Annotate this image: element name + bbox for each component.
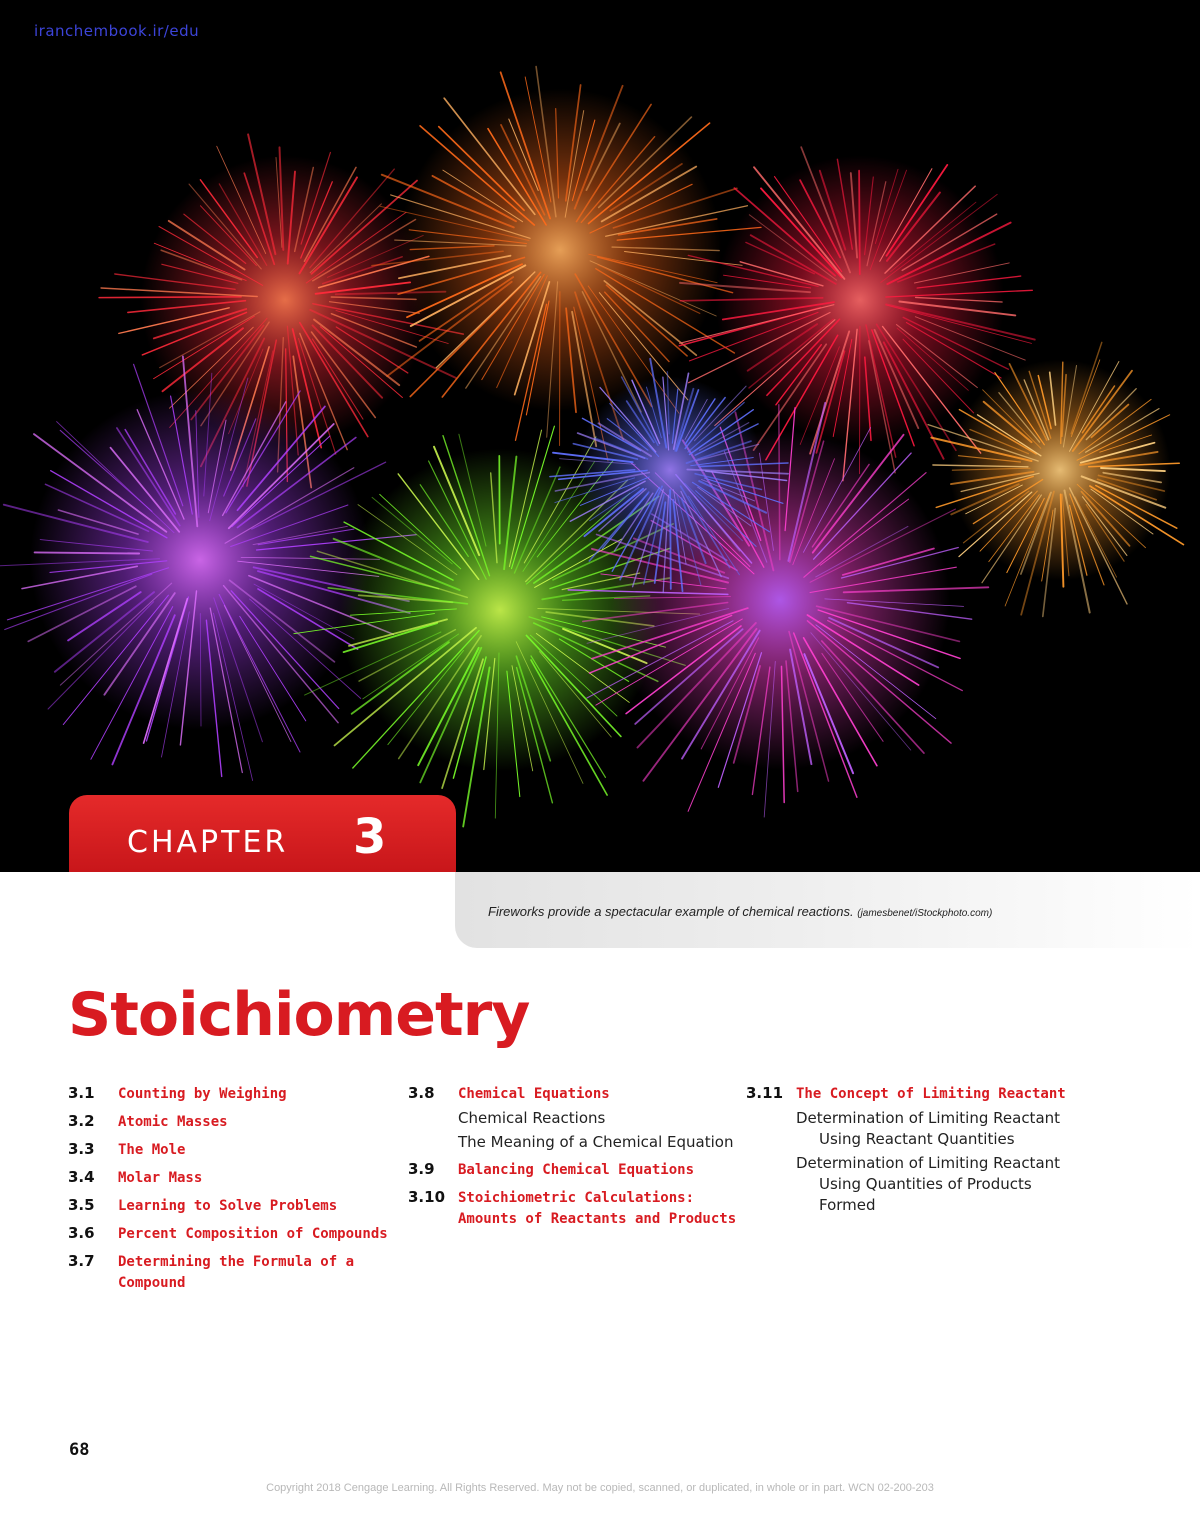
firework-streak bbox=[99, 297, 241, 298]
toc-entry bbox=[68, 1224, 388, 1245]
toc-section-number: 3.3 bbox=[68, 1140, 95, 1158]
toc-subsection: The Meaning of a Chemical Equation bbox=[458, 1133, 734, 1151]
toc-entry bbox=[746, 1084, 1066, 1216]
toc-entry bbox=[68, 1168, 388, 1189]
caption-text: Fireworks provide a spectacular example of chemical reactions. bbox=[488, 904, 854, 919]
chapter-number: 3 bbox=[353, 809, 387, 865]
toc-section-number: 3.7 bbox=[68, 1252, 95, 1270]
chapter-tab bbox=[69, 795, 456, 872]
toc-subsection: Determination of Limiting Reactant Using Reactant Quantities bbox=[796, 1109, 1061, 1148]
toc-section-title: Balancing Chemical Equations bbox=[458, 1162, 695, 1178]
toc-entry bbox=[68, 1196, 388, 1217]
copyright-notice: Copyright 2018 Cengage Learning. All Rights Reserved. May not be copied, scanned, or duplicated, in whole or in part. WCN 02-200-203 bbox=[266, 1482, 934, 1494]
toc-section-number: 3.4 bbox=[68, 1168, 95, 1186]
toc-section-number: 3.8 bbox=[408, 1084, 435, 1102]
toc-entry bbox=[68, 1112, 388, 1133]
toc-column-1 bbox=[68, 1084, 388, 1301]
toc-entry bbox=[68, 1084, 388, 1105]
chapter-word: CHAPTER bbox=[127, 825, 289, 860]
toc-column-3 bbox=[746, 1084, 1066, 1223]
toc-section-title: Stoichiometric Calculations: Amounts of Reactants and Products bbox=[458, 1190, 737, 1227]
toc-entry bbox=[408, 1188, 738, 1230]
firework-glow bbox=[30, 390, 370, 730]
toc-section-title: Counting by Weighing bbox=[118, 1086, 287, 1102]
toc-section-title: The Concept of Limiting Reactant bbox=[796, 1086, 1066, 1102]
toc-entry bbox=[408, 1160, 738, 1181]
toc-section-title: The Mole bbox=[118, 1142, 186, 1158]
toc-subsection: Determination of Limiting Reactant Using Quantities of Products Formed bbox=[796, 1154, 1061, 1214]
toc-entry bbox=[68, 1252, 388, 1294]
photo-caption bbox=[488, 904, 992, 919]
toc-column-2 bbox=[408, 1084, 738, 1237]
toc-section-title: Percent Composition of Compounds bbox=[118, 1226, 388, 1242]
watermark: iranchembook.ir/edu bbox=[34, 22, 200, 40]
caption-band bbox=[455, 872, 1200, 948]
toc-subsection: Chemical Reactions bbox=[458, 1109, 606, 1127]
toc-section-title: Learning to Solve Problems bbox=[118, 1198, 338, 1214]
firework-streak bbox=[35, 552, 140, 553]
toc-section-number: 3.6 bbox=[68, 1224, 95, 1242]
toc-section-number: 3.1 bbox=[68, 1084, 95, 1102]
toc-section-number: 3.10 bbox=[408, 1188, 446, 1206]
toc-section-number: 3.2 bbox=[68, 1112, 95, 1130]
toc-section-title: Atomic Masses bbox=[118, 1114, 228, 1130]
chapter-title: Stoichiometry bbox=[68, 980, 530, 1050]
firework-streak bbox=[859, 171, 860, 275]
toc-section-title: Determining the Formula of a Compound bbox=[118, 1254, 355, 1291]
firework-streak bbox=[670, 490, 671, 589]
toc-section-title: Chemical Equations bbox=[458, 1086, 610, 1102]
photo-credit: (jamesbenet/iStockphoto.com) bbox=[857, 908, 993, 919]
toc-entry bbox=[68, 1140, 388, 1161]
toc-entry bbox=[408, 1084, 738, 1153]
toc-section-number: 3.9 bbox=[408, 1160, 435, 1178]
toc-section-number: 3.5 bbox=[68, 1196, 95, 1214]
toc-section-number: 3.11 bbox=[746, 1084, 784, 1102]
toc-section-title: Molar Mass bbox=[118, 1170, 203, 1186]
firework-streak bbox=[779, 405, 780, 560]
page-number: 68 bbox=[69, 1440, 90, 1460]
